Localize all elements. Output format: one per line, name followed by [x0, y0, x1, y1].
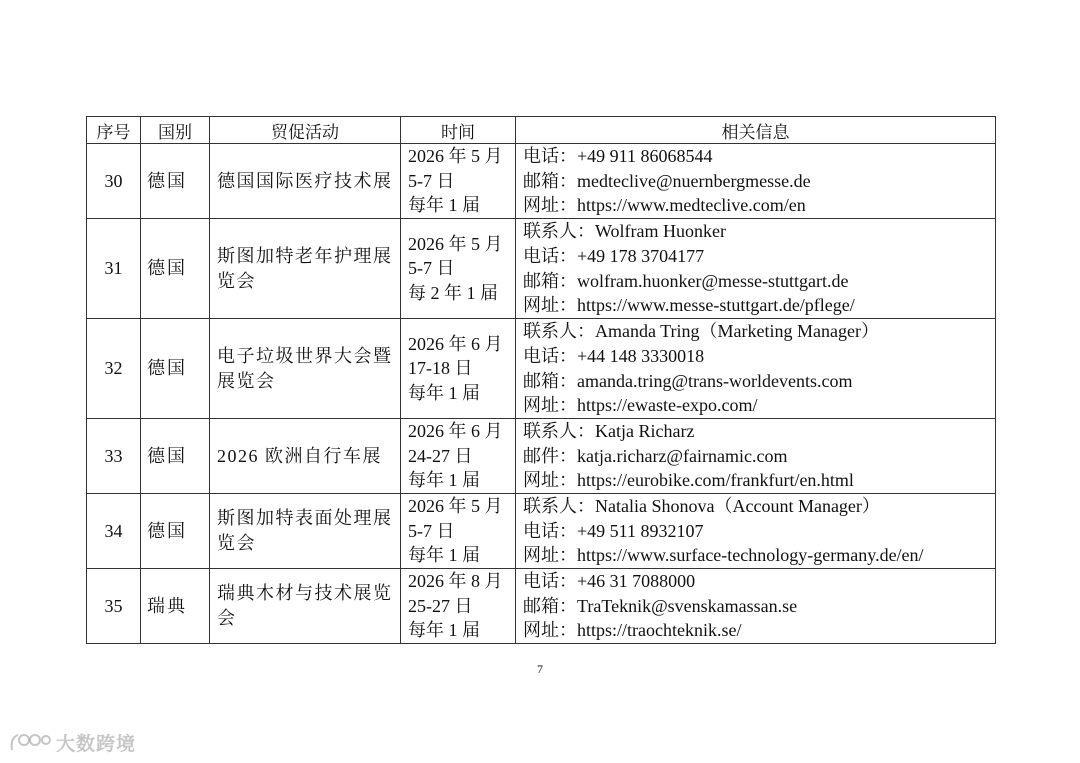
row-number: 31 — [87, 219, 141, 319]
table-header-row — [87, 117, 996, 144]
table-row — [87, 419, 996, 494]
row-time — [401, 494, 516, 569]
row-country: 德国 — [141, 144, 210, 219]
row-activity: 2026 欧洲自行车展 — [210, 419, 401, 494]
table-row — [87, 494, 996, 569]
row-number: 34 — [87, 494, 141, 569]
table-row — [87, 219, 996, 319]
table-row — [87, 319, 996, 419]
time-line: 25-27 日 — [408, 595, 473, 616]
info-line: 邮箱：TraTeknik@svenskamassan.se — [523, 595, 798, 616]
time-line: 5-7 日 — [408, 520, 455, 541]
row-activity: 瑞典木材与技术展览会 — [210, 569, 401, 644]
header-info: 相关信息 — [516, 117, 996, 144]
info-line: 邮件：katja.richarz@fairnamic.com — [523, 445, 788, 466]
row-info — [516, 569, 996, 644]
row-activity: 斯图加特老年护理展览会 — [210, 219, 401, 319]
info-line: 网址：https://eurobike.com/frankfurt/en.html — [523, 470, 854, 491]
info-line: 电话：+49 911 86068544 — [523, 146, 713, 167]
row-info — [516, 319, 996, 419]
page-number: 7 — [537, 662, 543, 676]
header-country: 国别 — [141, 117, 210, 144]
info-line: 网址：https://traochteknik.se/ — [523, 620, 742, 641]
info-line: 邮箱：amanda.tring@trans-worldevents.com — [523, 370, 853, 391]
time-line: 每年 1 届 — [408, 620, 480, 641]
time-line: 每 2 年 1 届 — [408, 282, 498, 303]
row-time — [401, 219, 516, 319]
table-row — [87, 144, 996, 219]
time-line: 5-7 日 — [408, 170, 455, 191]
row-number: 32 — [87, 319, 141, 419]
row-time — [401, 144, 516, 219]
info-line: 邮箱：medteclive@nuernbergmesse.de — [523, 170, 811, 191]
row-number: 30 — [87, 144, 141, 219]
time-line: 每年 1 届 — [408, 195, 480, 216]
info-line: 邮箱：wolfram.huonker@messe-stuttgart.de — [523, 270, 849, 291]
watermark — [8, 729, 136, 756]
info-line: 网址：https://www.messe-stuttgart.de/pflege/ — [523, 295, 855, 316]
time-line: 每年 1 届 — [408, 382, 480, 403]
row-country: 瑞典 — [141, 569, 210, 644]
time-line: 2026 年 5 月 — [408, 146, 503, 167]
row-country: 德国 — [141, 319, 210, 419]
row-time — [401, 419, 516, 494]
time-line: 5-7 日 — [408, 258, 455, 279]
info-line: 联系人：Amanda Tring（Marketing Manager） — [523, 321, 879, 342]
row-time — [401, 569, 516, 644]
time-line: 每年 1 届 — [408, 545, 480, 566]
watermark-logo-icon — [8, 730, 52, 756]
row-country: 德国 — [141, 219, 210, 319]
table-row — [87, 569, 996, 644]
info-line: 联系人：Natalia Shonova（Account Manager） — [523, 496, 880, 517]
row-info — [516, 494, 996, 569]
row-country: 德国 — [141, 494, 210, 569]
info-line: 电话：+49 178 3704177 — [523, 245, 705, 266]
time-line: 24-27 日 — [408, 445, 473, 466]
info-line: 电话：+49 511 8932107 — [523, 520, 704, 541]
time-line: 2026 年 5 月 — [408, 496, 503, 517]
info-line: 电话：+44 148 3330018 — [523, 345, 705, 366]
info-line: 网址：https://www.surface-technology-germany.de/en/ — [523, 545, 924, 566]
time-line: 2026 年 8 月 — [408, 571, 503, 592]
time-line: 2026 年 6 月 — [408, 333, 503, 354]
exhibition-table — [86, 116, 996, 644]
time-line: 每年 1 届 — [408, 470, 480, 491]
watermark-text: 大数跨境 — [56, 733, 137, 755]
row-country: 德国 — [141, 419, 210, 494]
row-number: 33 — [87, 419, 141, 494]
header-no: 序号 — [87, 117, 141, 144]
time-line: 2026 年 6 月 — [408, 421, 503, 442]
info-line: 联系人：Wolfram Huonker — [523, 221, 727, 242]
info-line: 网址：https://www.medteclive.com/en — [523, 195, 806, 216]
header-time: 时间 — [401, 117, 516, 144]
row-activity: 德国国际医疗技术展 — [210, 144, 401, 219]
info-line: 网址：https://ewaste-expo.com/ — [523, 395, 758, 416]
row-info — [516, 144, 996, 219]
row-activity: 斯图加特表面处理展览会 — [210, 494, 401, 569]
info-line: 联系人：Katja Richarz — [523, 421, 695, 442]
row-info — [516, 419, 996, 494]
row-time — [401, 319, 516, 419]
header-activity: 贸促活动 — [210, 117, 401, 144]
info-line: 电话：+46 31 7088000 — [523, 571, 696, 592]
row-number: 35 — [87, 569, 141, 644]
row-info — [516, 219, 996, 319]
time-line: 17-18 日 — [408, 358, 473, 379]
row-activity: 电子垃圾世界大会暨展览会 — [210, 319, 401, 419]
time-line: 2026 年 5 月 — [408, 233, 503, 254]
